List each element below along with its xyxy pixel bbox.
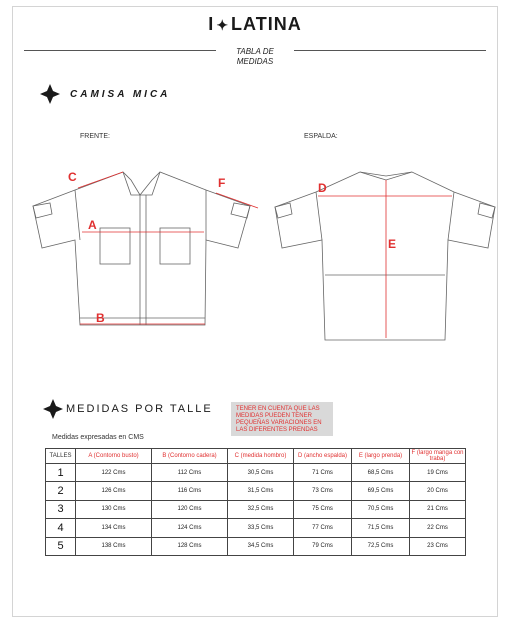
value-cell: 71,5 Cms: [352, 519, 410, 537]
header-e: E (largo prenda): [352, 449, 410, 464]
measures-note: TENER EN CUENTA QUE LAS MEDIDAS PUEDEN TENER PEQUEÑAS VARIACIONES EN LAS DIFERENTES PRENDAS: [231, 402, 333, 436]
marker-b: B: [96, 311, 105, 325]
header-f: F (largo manga con traba): [411, 450, 464, 462]
value-cell: 20 Cms: [410, 482, 466, 500]
value-cell: 22 Cms: [410, 519, 466, 537]
value-cell: 75 Cms: [294, 500, 352, 518]
value-cell: 73 Cms: [294, 482, 352, 500]
units-caption: Medidas expresadas en CMS: [52, 434, 144, 441]
value-cell: 34,5 Cms: [228, 537, 294, 555]
back-measure-lines: [318, 180, 452, 338]
value-cell: 71 Cms: [294, 464, 352, 482]
value-cell: 31,5 Cms: [228, 482, 294, 500]
front-measure-lines: [78, 172, 258, 324]
subtitle-line-1: TABLA DE: [236, 47, 274, 56]
value-cell: 124 Cms: [152, 519, 228, 537]
value-cell: 19 Cms: [410, 464, 466, 482]
back-shirt-drawing: [275, 172, 495, 340]
table-header-row: [46, 449, 466, 464]
value-cell: 122 Cms: [76, 464, 152, 482]
marker-a: A: [88, 218, 97, 232]
measures-title: MEDIDAS POR TALLE: [66, 403, 213, 415]
size-table: [45, 448, 466, 556]
value-cell: 68,5 Cms: [352, 464, 410, 482]
value-cell: 70,5 Cms: [352, 500, 410, 518]
marker-d: D: [318, 181, 327, 195]
value-cell: 69,5 Cms: [352, 482, 410, 500]
brand-prefix: I: [208, 14, 215, 34]
product-star-icon: [40, 84, 60, 104]
header-talles: TALLES: [46, 449, 76, 464]
size-cell: 4: [46, 519, 76, 537]
value-cell: 134 Cms: [76, 519, 152, 537]
value-cell: 32,5 Cms: [228, 500, 294, 518]
table-row: [46, 482, 466, 500]
value-cell: 112 Cms: [152, 464, 228, 482]
subtitle-line-2: MEDIDAS: [236, 57, 274, 66]
header-d: D (ancho espalda): [294, 449, 352, 464]
size-cell: 2: [46, 482, 76, 500]
value-cell: 72,5 Cms: [352, 537, 410, 555]
brand-name: LATINA: [231, 14, 302, 34]
brand-star-icon: ✦: [216, 17, 230, 33]
table-row: [46, 519, 466, 537]
value-cell: 128 Cms: [152, 537, 228, 555]
value-cell: 116 Cms: [152, 482, 228, 500]
value-cell: 126 Cms: [76, 482, 152, 500]
value-cell: 120 Cms: [152, 500, 228, 518]
marker-e: E: [388, 237, 397, 251]
size-cell: 3: [46, 500, 76, 518]
header-a: A (Contorno busto): [76, 449, 152, 464]
measures-star-icon: [43, 399, 63, 419]
value-cell: 79 Cms: [294, 537, 352, 555]
table-row: [46, 537, 466, 555]
front-view-label: FRENTE:: [80, 133, 110, 140]
value-cell: 21 Cms: [410, 500, 466, 518]
front-shirt-drawing: [33, 172, 250, 325]
table-row: [46, 500, 466, 518]
header-c: C (medida hombro): [228, 449, 294, 464]
table-row: [46, 464, 466, 482]
value-cell: 33,5 Cms: [228, 519, 294, 537]
marker-f: F: [218, 176, 226, 190]
value-cell: 138 Cms: [76, 537, 152, 555]
value-cell: 130 Cms: [76, 500, 152, 518]
size-cell: 1: [46, 464, 76, 482]
product-title: CAMISA MICA: [70, 89, 171, 100]
value-cell: 23 Cms: [410, 537, 466, 555]
marker-c: C: [68, 170, 77, 184]
back-view-label: ESPALDA:: [304, 133, 338, 140]
value-cell: 30,5 Cms: [228, 464, 294, 482]
value-cell: 77 Cms: [294, 519, 352, 537]
header-b: B (Contorno cadera): [152, 449, 228, 464]
size-cell: 5: [46, 537, 76, 555]
